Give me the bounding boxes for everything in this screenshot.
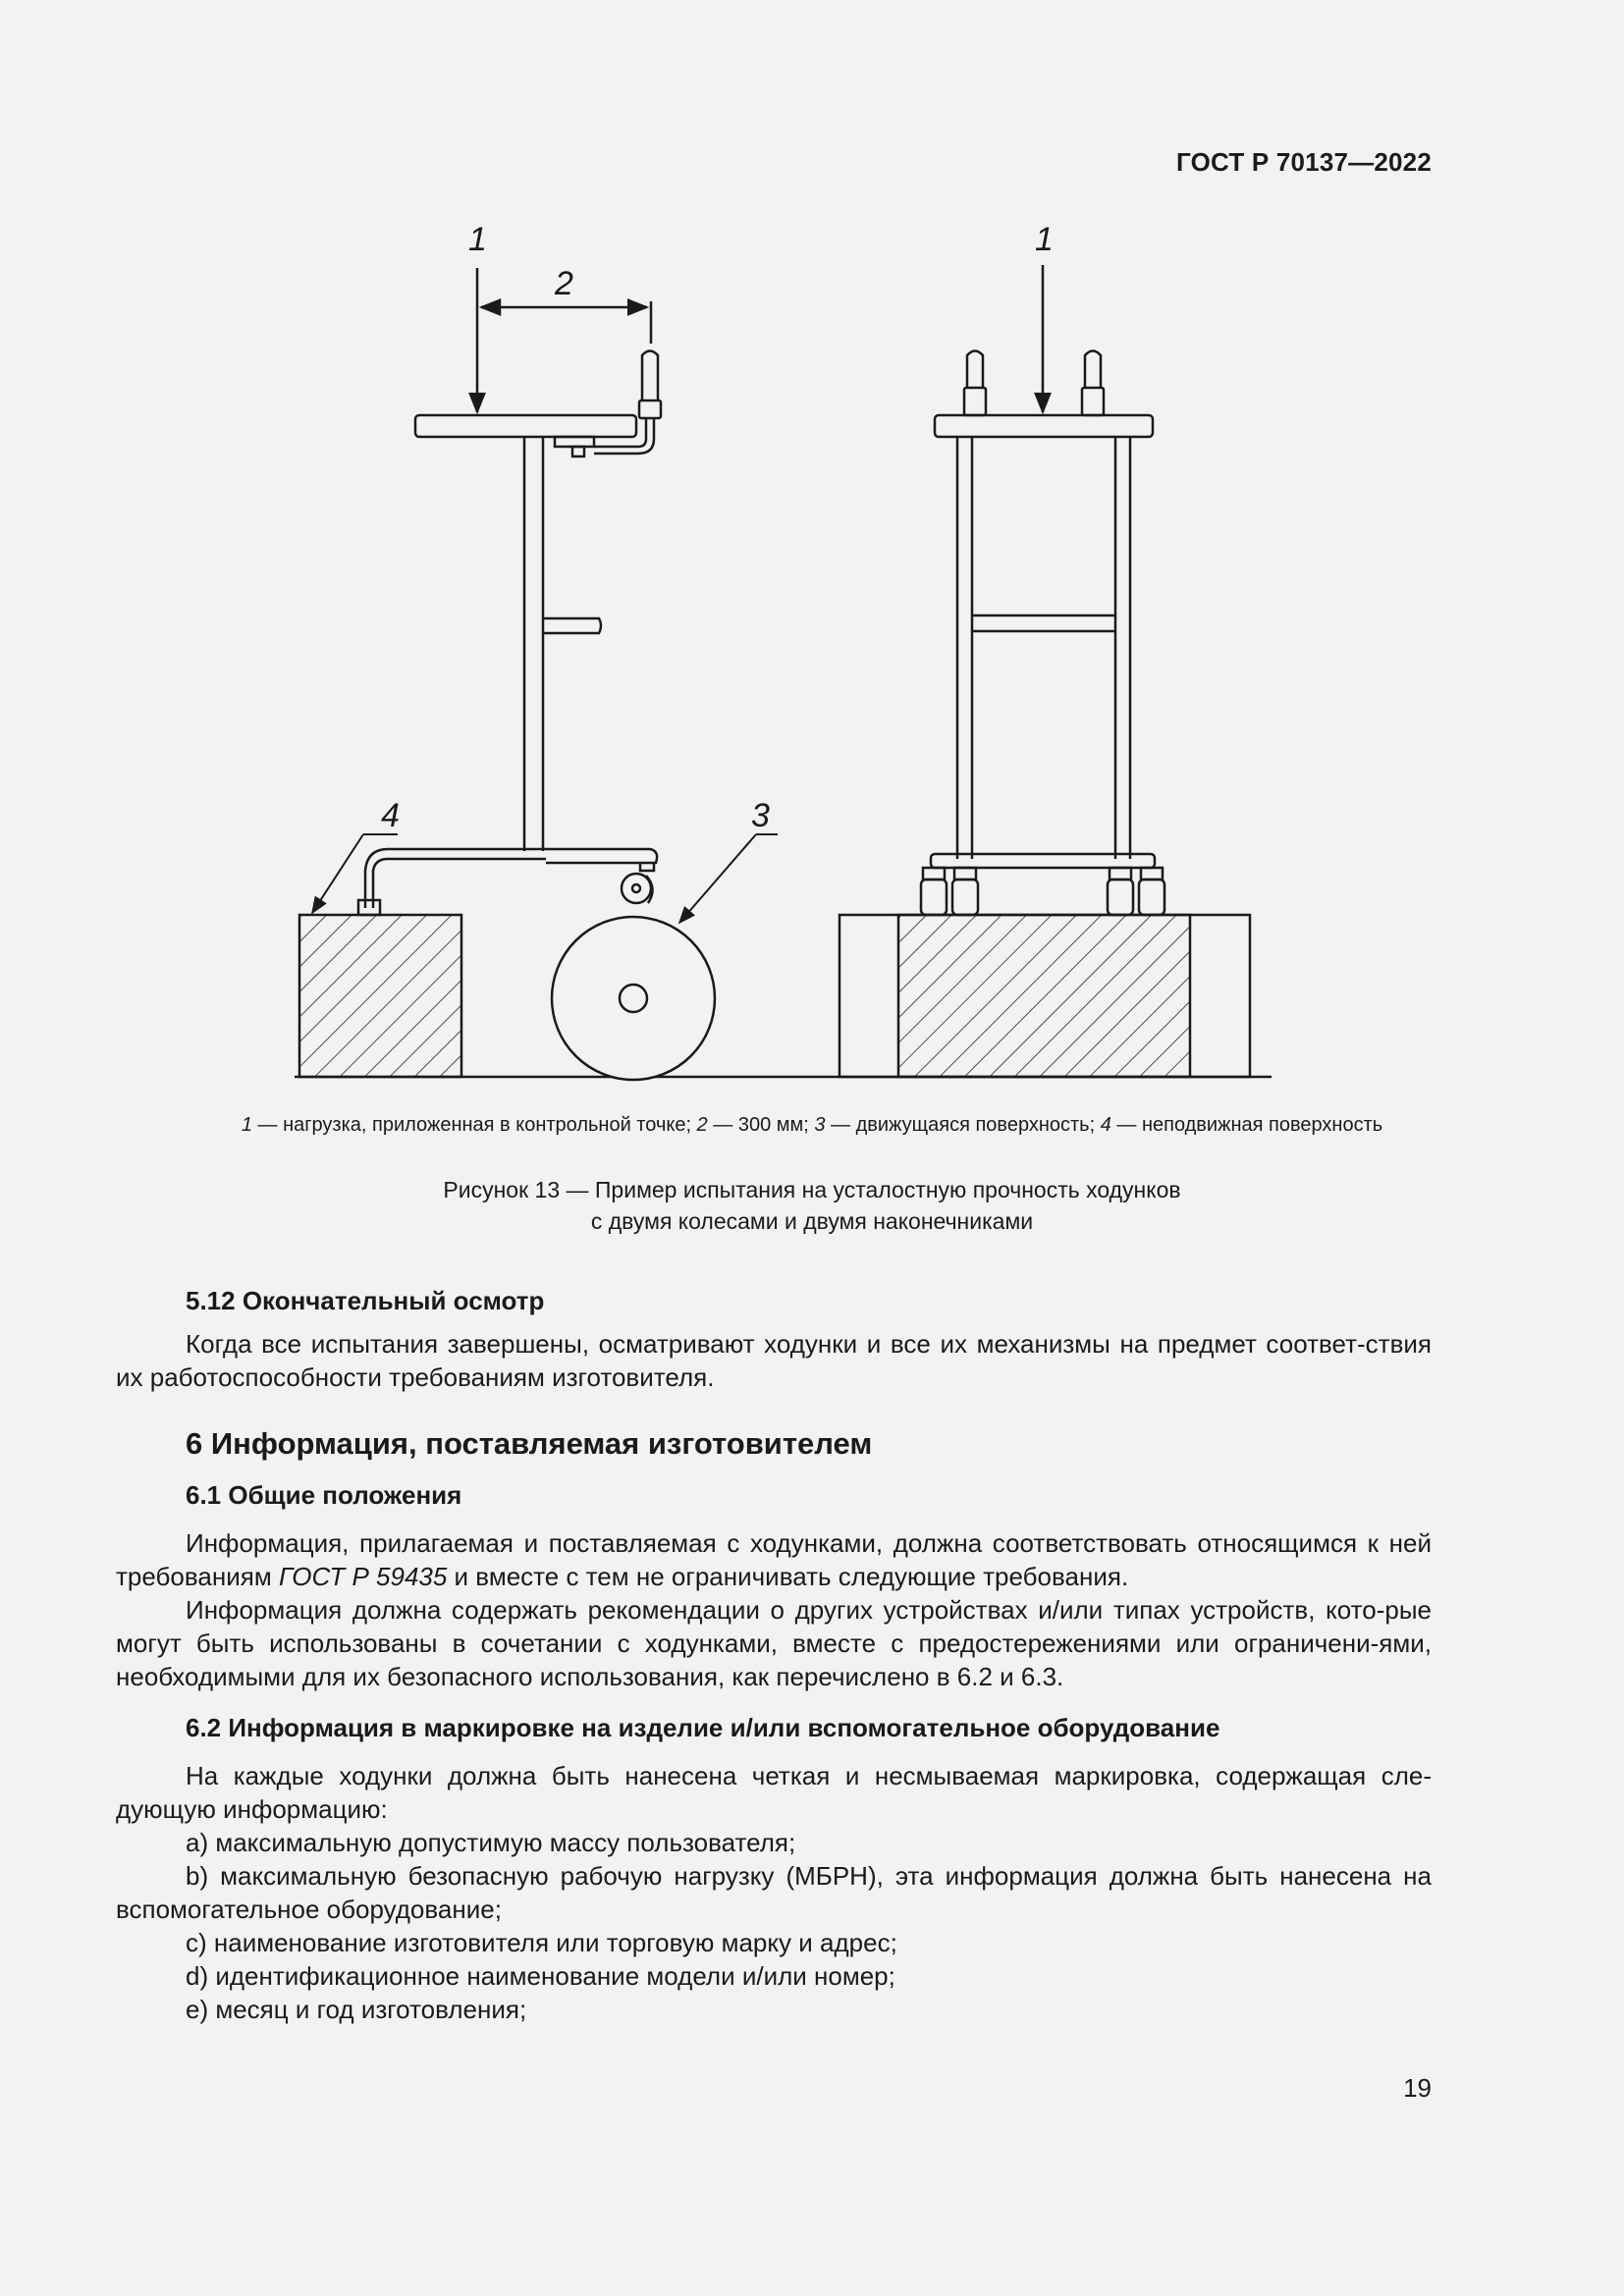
moving-surface-drum	[552, 917, 715, 1080]
legend-text: — неподвижная поверхность	[1110, 1114, 1383, 1136]
section-5-12-paragraph: Когда все испытания завершены, осматривают ходунки и все их механизмы на предмет соответ-ствия их работоспособности требованиям изготовителя.	[116, 1329, 1432, 1392]
legend-num: 1	[241, 1114, 252, 1136]
figure-caption	[0, 1174, 1624, 1237]
document-header: ГОСТ Р 70137—2022	[1176, 147, 1432, 177]
body-text	[116, 1284, 1432, 2026]
section-6-1-paragraph-2: Информация должна содержать рекомендации о других устройствах и/или типах устройств, кото-рые могут быть использованы в сочетании с ходунками, вместе с предостережениями или ограничени-ями, необходимыми для их безопасного использования, как перечислено в 6.2 и 6.3.	[116, 1595, 1432, 1691]
legend-num: 4	[1100, 1114, 1111, 1136]
list-item: b) максимальную безопасную рабочую нагрузку (МБРН), эта информация должна быть нанесена на вспомогательное оборудование;	[116, 1861, 1432, 1924]
walker-test-diagram	[245, 221, 1286, 1095]
legend-text: — движущаяся поверхность;	[825, 1114, 1101, 1136]
section-6-1-heading: 6.1 Общие положения	[186, 1480, 462, 1510]
callout-1-right: 1	[1035, 221, 1054, 258]
figure-legend	[0, 1114, 1624, 1137]
figure-13	[245, 221, 1286, 1095]
list-item: d) идентификационное наименование модели и/или номер;	[186, 1961, 895, 1991]
callout-2: 2	[555, 265, 573, 302]
legend-num: 2	[696, 1114, 708, 1136]
figure-caption-line1: Рисунок 13 — Пример испытания на усталостную прочность ходунков	[443, 1177, 1181, 1202]
callout-4: 4	[381, 797, 400, 834]
callout-1-left: 1	[468, 221, 487, 258]
section-5-12-heading: 5.12 Окончательный осмотр	[186, 1286, 545, 1315]
list-item: е) месяц и год изготовления;	[186, 1995, 527, 2024]
section-6-1-paragraph-1	[116, 1526, 1432, 1593]
callout-3: 3	[751, 797, 770, 834]
legend-text: — 300 мм;	[707, 1114, 815, 1136]
standard-reference: ГОСТ Р 59435	[278, 1562, 448, 1591]
walker-seat-side	[415, 415, 636, 437]
figure-caption-line2: с двумя колесами и двумя наконечниками	[590, 1208, 1034, 1234]
paragraph-text: Информация, прилагаемая и поставляемая с ходунками, должна соответствовать относящимся к ней требованиям	[116, 1528, 1432, 1591]
list-item: c) наименование изготовителя или торговую марку и адрес;	[186, 1928, 897, 1957]
section-6-2-heading: 6.2 Информация в маркировке на изделие и/или вспомогательное оборудование	[186, 1713, 1220, 1742]
section-6-2-paragraph: На каждые ходунки должна быть нанесена четкая и несмываемая маркировка, содержащая сле-дующую информацию:	[116, 1761, 1432, 1824]
fixed-surface-block	[299, 915, 461, 1077]
paragraph-text: и вместе с тем не ограничивать следующие требования.	[447, 1562, 1129, 1591]
legend-text: — нагрузка, приложенная в контрольной точке;	[251, 1114, 697, 1136]
moving-surface-block	[898, 915, 1190, 1077]
section-6-heading: 6 Информация, поставляемая изготовителем	[186, 1426, 873, 1461]
legend-num: 3	[814, 1114, 826, 1136]
page-number: 19	[1403, 2073, 1432, 2103]
list-item: а) максимальную допустимую массу пользователя;	[186, 1828, 796, 1857]
